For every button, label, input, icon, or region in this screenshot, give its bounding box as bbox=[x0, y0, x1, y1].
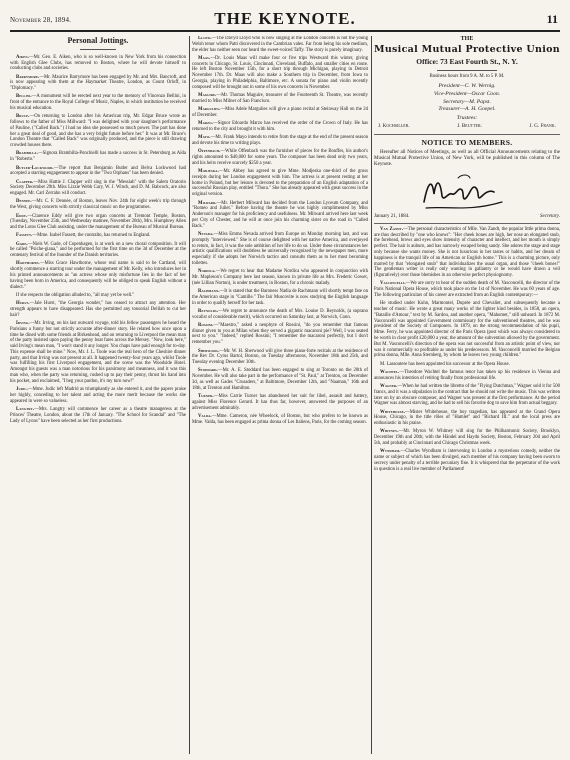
jotting-item bbox=[10, 166, 186, 178]
jotting-item bbox=[10, 233, 186, 239]
union-office: Office: 73 East Fourth St., N. Y. bbox=[416, 56, 518, 66]
jotting-keyword: Butler-Lockwood. bbox=[16, 165, 54, 171]
divider bbox=[374, 223, 560, 224]
jotting-item bbox=[192, 121, 368, 133]
union-the: THE bbox=[460, 36, 474, 42]
jotting-text: —Miss Carrie Turner has abandoned her suit for libel, assault and battery, against Miss Florence Gerard. It has thus far, however, answered the purposes of an advertisement admirably. bbox=[192, 393, 368, 411]
jotting-text: —A monument will be erected next year to the memory of Vincenzo Bellini, in front of the entrance to the Royal College of Music, Naples, in which institution he received his musical education. bbox=[10, 94, 186, 111]
signature-area bbox=[374, 172, 560, 214]
jotting-item bbox=[10, 75, 186, 92]
union-officer: President—C. W. Wernig. bbox=[438, 82, 496, 89]
trustee: J. G. Frank. bbox=[529, 122, 556, 129]
notice-text: Hereafter all Notices of Meetings, as well as all Official Announcements relating to the Musical Mutual Protective Union, of New York, will be published in this column of The Keynote. bbox=[374, 149, 560, 167]
jotting-keyword: Fassett. bbox=[16, 233, 33, 239]
jotting-item bbox=[10, 55, 186, 72]
jottings-list bbox=[10, 55, 186, 425]
jotting-text: —Mr. W. H. Sherwood will give three piano-forte recitals at the residence of the Rev Dr. Cyrus Bartol, Boston, on Tuesday afternoons, November 18th and 25th, and Tuesday evening December 30th. bbox=[192, 348, 368, 366]
jottings-list bbox=[192, 36, 368, 425]
jotting-keyword: Reynolds. bbox=[198, 308, 219, 314]
jotting-item bbox=[10, 293, 186, 299]
jotting-keyword: Modjeska. bbox=[198, 169, 219, 175]
jotting-keyword: Hurst. bbox=[16, 301, 30, 307]
jotting-text: —Mr. Frank Mayo intends to retire from the stage at the end of the present season and devote his time to writing plays. bbox=[192, 135, 368, 146]
trustee: J. Beutter. bbox=[457, 122, 482, 129]
jotting-item bbox=[192, 135, 368, 147]
column-2 bbox=[192, 36, 368, 754]
notice-title: NOTICE TO MEMBERS. bbox=[421, 138, 513, 148]
union-officer: Treasurer—A. H. Goepel. bbox=[438, 106, 496, 113]
jotting-item bbox=[10, 242, 186, 259]
jotting-item bbox=[192, 149, 368, 166]
jotting-text: —Mr. A. E. Stoddard has been engaged to sing at Toronto on the 20th of November. He will also take part in the performance of "St. Paul," at Trenton, on December 3d, as well as Gades "Crusaders," at Baltimore, December 12th, and "Naaman," 16th and 18th, at Trenton and Hamilton. bbox=[192, 368, 368, 391]
jotting-text: If she respects the obligation alluded to, "all may yet be well." bbox=[16, 292, 135, 298]
jotting-keyword: Marzo. bbox=[198, 121, 213, 127]
masthead bbox=[10, 8, 560, 32]
jotting-item bbox=[10, 214, 186, 231]
jotting-item bbox=[192, 232, 368, 267]
jotting-item bbox=[192, 309, 368, 321]
jotting-text: —When he had written the libretto of the "Flying Dutchman," Wagner sold it for 500 francs, and it was a stipulation in the contract that he should not write the music. This was written later on by an obscure composer, and Wagner was present at the first performance. At the period Wagner was almost starving, and he had to sell his favorite dog to save him from actual beggary. bbox=[374, 383, 560, 407]
jotting-text: —Mr. Geo. E. Aiken, who is so well-known in New York from his connection with English Glee Clubs, has removed to Boston, where he will devote himself to conducting clubs and societies. bbox=[10, 54, 186, 72]
jotting-text: —Mr. Herbert Milward has decided from the London Lyceum Company, and "Romeo and Juliet." Before having the theatre he was highly complimented by Miss Anderson's manager for his proficiency and usefulness. Mr. Milward arrived here last week per City of Chester, and he will at once join his charming sister on the road in "Called Back." bbox=[192, 200, 368, 229]
jotting-text: —Mrs. Langtry will commence her career as a theatre manageress at the Princes' Theatre, London, about the 17th of January. "The School for Scandal" and "The Lady of Lyons" have been selected as her first productions. bbox=[10, 406, 186, 424]
jotting-text: —On returning to London after his American trip, Mr. Edgar Bruce wrote as follows to the father of Miss Millward: "I was delighted with your daughter's performance of Pauline, ("Called Back.") I had no idea she possessed so much power. The part has done her a great deal of good, and she has a very bright future before her." It was at Mr. Bruce's London Theatre that "Called Back" was originally produced, and the piece is still drawing crowded houses there. bbox=[10, 114, 186, 149]
jotting-text: —Mr. Abbey has agreed to give Mme. Modjeska one-third of the gross receipts during her London engagement with him. The actress is at present resting at her home in Poland, but her leisure is devoted to the preparation of an English adaptation of a successful Russian play, entitled "Thora." She has already appeared with great success in the original version. bbox=[192, 169, 368, 198]
union-name: Musical Mutual Protective Union bbox=[374, 44, 560, 56]
jotting-keyword: Whitney. bbox=[380, 429, 399, 435]
jotting-text: —Mr. Irving, on his last outward voyage, told his fellow passengers he heard the Parisians a funny but not strictly accurate after-dinner story. He related how once upon a time he dined with some friends at Birkenhead, and on returning to Liverpool the mean man of the party insisted upon paying the penny boat fares across the Mersey. "Now, look here," said Irving's mean man, "I won't stand it any longer. You chaps have paid enough for to-day. This expense shall be mine." Now, Mr. J. L. Toole was the real hero of the Cheshire dinner party, and that Irving was not present at all. It happened twenty-four years ago, whilst Toole was fulfilling his first Liverpool engagement, and the scene was the Woodside Hotel. Amongst his guests was a man notorious for his parsimony and meanness, and it was this man who, when the party was returning, rushed up to pay their penny, thrust his hand into his pocket, and exclaimed, "I beg your pardon, it's my turn now!" bbox=[10, 321, 186, 384]
jotting-text: —Mme. Judic left Madrid as triumphantly as she entered it, and the papers praise her highly, conceding to her talent and acting the more merit because the works she appeared in were so valueless. bbox=[10, 387, 186, 404]
jotting-keyword: Aiken. bbox=[16, 54, 29, 60]
jotting-item bbox=[10, 261, 186, 290]
jotting-text: —The report that Benjamin Butler and Belva Lockwood had accepted a starring engagement to appear in the "Two Orphans" has been denied. bbox=[10, 165, 186, 177]
jotting-keyword: Judic. bbox=[16, 387, 28, 393]
jotting-item bbox=[192, 323, 368, 346]
jotting-text: —It is stated that the Baroness Nadia de Rachmann will shortly tempt fate on the American stage in "Camille." The fair Muscovite is now studying the English language in order to qualify herself for her task. bbox=[192, 288, 368, 306]
jotting-keyword: Milward. bbox=[198, 200, 217, 206]
jotting-item bbox=[192, 368, 368, 391]
jotting-keyword: Bruce. bbox=[16, 114, 30, 120]
jotting-keyword: Offenbach. bbox=[198, 149, 221, 155]
jotting-item bbox=[374, 429, 560, 446]
jotting-keyword: Langtry. bbox=[16, 406, 35, 412]
jotting-text: —Niels W. Gade, of Copenhagen, is at work on a new choral composition. It will be called "Psiche-giana," and be performed for the first time on the 3d of December at the centenary festival of the founder of the Danish territories. bbox=[10, 241, 186, 259]
jotting-keyword: Van Zandt. bbox=[380, 226, 403, 232]
jotting-text: —Miss Emma Nevada arrived from Europe on Monday morning last, and was promptly "interviewed." She is of course delighted with her native America, and overjoyed to return, in fact, it was the sole ambition of her life to do so. Under these circumstances her artistic qualifications will doubtless be universally recognized by the newspaper men, more especially if she adopts her Norwich tactics and consults them as to her most becoming toilettes. bbox=[192, 231, 368, 266]
jotting-item bbox=[10, 387, 186, 404]
jotting-keyword: Nordica. bbox=[198, 269, 216, 275]
jotting-item bbox=[374, 384, 560, 407]
jotting-item bbox=[192, 93, 368, 105]
jotting-text: —Mme. Isabel Fassett, the contralto, has returned to England. bbox=[32, 233, 151, 239]
jotting-text: He studied under Kuhn, Marmontel, Duprée and Chevaliet, and subsequently became a teacher of music. He wrote a great many works of the lighter kind besides, in 1858, an opera, "Bataille d'Amour," text by M. Sardou, and another opera, "Mahomet," still unheard. In 1872 M. Vasconcelli was appointed Government commissary for the subventioned theatres, and he was president of the Society of Composers. In 1879, on the strong recommendation of his pupil, Mme. Ferry, he was appointed director of the Paris Opera (post which was always considered to be worth in clear profit £20,000 a year, the amount of the subvention allowed by the government. But M. Vasconcelli's direction of the opera was not successful from an artistic point of view, nor was it commercially so profitable as under his predecessors. M. Vasconcelli married the Belgian prima donna, Mlle. Anna Sternberg, by whom he leaves two young children." bbox=[374, 301, 560, 359]
secretary-signature bbox=[418, 172, 508, 214]
jotting-keyword: Wyndham. bbox=[380, 449, 401, 455]
jotting-keyword: Barrymore. bbox=[16, 74, 40, 80]
jotting-item bbox=[192, 349, 368, 366]
jotting-item bbox=[374, 362, 560, 368]
jotting-text: —Signora Brambilla-Ponchielli has made a success in St. Petersburg as Aïda in "Roberto." bbox=[10, 151, 186, 163]
column-1 bbox=[10, 36, 186, 754]
issue-date: November 28, 1894. bbox=[10, 16, 72, 24]
jotting-item bbox=[10, 407, 186, 424]
jotting-item bbox=[192, 169, 368, 198]
column-rule-1 bbox=[189, 36, 190, 754]
jotting-keyword: Eddy. bbox=[16, 213, 28, 219]
jotting-keyword: Vasconcelli. bbox=[380, 281, 406, 287]
jotting-keyword: Bellini. bbox=[16, 94, 32, 100]
jotting-text: —We regret to hear that Madame Nordica who appeared in conjunction with Mr. Mapleson's Company here last season, known in private life as Mrs. Frederic Gower, (née Lillian Norton), is under treatment, in Boston, for a chronic malady. bbox=[192, 269, 368, 286]
divider bbox=[437, 70, 497, 71]
union-hours: Business hours from 9 A. M. to 5 P. M. bbox=[429, 74, 505, 80]
jotting-text: —Mr. Maurice Barrymore has been engaged by Mr. and Mrs. Bancroft, and is now appearing with them at the Haymarket Theatre, London, as Count Orloff, in "Diplomacy." bbox=[10, 74, 186, 92]
jotting-keyword: Wagner. bbox=[380, 383, 398, 389]
jotting-text: —"Maestro," asked a neophyte of Rossini, "do you remember that famous dinner given to you at Milan when they served a gigantic macaroni pie? Well, I was seated next to you." "Indeed," replied Rossini; "I remember the macaroni perfectly, but I don't remember you." bbox=[192, 322, 368, 346]
jotting-keyword: Hawthorne. bbox=[16, 261, 40, 267]
jotting-text: —We are sorry to hear of the sudden death of M. Vasconcelli, the director of the Paris National Opera House, which took place on the 1st of November. He was 60 years of age. The following particulars of his career are extracted from an English contemporary:— bbox=[374, 281, 560, 298]
jotting-item bbox=[10, 321, 186, 385]
jotting-text: —Miss Adele Margulies will give a piano recital at Steinway Hall on the 2d of December. bbox=[192, 107, 368, 118]
jotting-text: —Mme. Cameron, née Wheelock, of Boston, but who prefers to be known as Mme. Valda, has been engaged as prima donna of Les Italiens, Paris, for the coming season. bbox=[192, 413, 368, 425]
jotting-keyword: Wachtel. bbox=[380, 369, 400, 375]
publication-title: THE KEYNOTE. bbox=[214, 9, 356, 28]
jotting-text: —Miss Grace Hawthorne, whose real name is said to be Cartland, will shortly commence a starring tour under the management of Mr. Kelly, who introduces her in his printed announcements as "an actress whose only misfortune lies in the fact of her having been born in America, and consequently will be obliged to speak English without a dialect." bbox=[10, 261, 186, 290]
trustees-list bbox=[374, 122, 560, 132]
jotting-text: —The personal characteristics of Mlle. Van Zandt, the popular little prima donna, are thus described by "one who knows": "Her cheek bones are high, her nose an elongated snub, the forehead, brows and eyes show intensity of character and intellect, and her mouth is simply perfect. The hair is auburn, and has narrowly escaped being sandy. She adores the stage and stage only because she wants money. She is not luxurious in her tastes or habits, and her dream of happiness is the tranquil life of an American or English home." This is a charming picture, only marred by that "elongated snub" that individualizes the usual organ, and those "cheek bones!" The gentleman writer is really only wanting in gallantry or he would have drawn a veil (figuratively) over those blemishes in an otherwise perfect physiognomy. bbox=[374, 226, 560, 279]
jotting-item bbox=[10, 114, 186, 149]
jotting-item bbox=[10, 180, 186, 197]
notice-date: January 21, 1884. bbox=[374, 213, 410, 219]
jotting-item bbox=[192, 289, 368, 306]
jottings-list bbox=[374, 227, 560, 472]
jotting-keyword: Turner. bbox=[198, 393, 214, 399]
jotting-keyword: Lloyd. bbox=[198, 36, 212, 41]
jotting-item bbox=[192, 201, 368, 230]
jotting-item bbox=[374, 281, 560, 298]
union-officer: Vice-President—Oscar Coon. bbox=[433, 90, 501, 97]
jotting-keyword: Margulies. bbox=[198, 107, 221, 113]
jotting-keyword: Maas. bbox=[198, 55, 211, 61]
jotting-keyword: Valda. bbox=[198, 413, 212, 419]
jotting-keyword: Whitehouse. bbox=[380, 409, 406, 415]
jotting-text: —While Offenbach was the furnisher of pieces for the Bouffes, his author's rights amounted to $40,000 for some years. The composer has been dead only two years, and his heirs receive scarcely $250 a year. bbox=[192, 149, 368, 166]
secretary-label: Secretary. bbox=[540, 213, 560, 219]
jotting-keyword: Nevada. bbox=[198, 231, 214, 237]
jotting-text: —Mister Whitehouse, the boy tragedian, has appeared at the Grand Opera House, Chicago, in the title rôles of "Hamlet" and "Richard III." and the local press are enthusiastic in his praise. bbox=[374, 409, 560, 427]
signature-footer bbox=[374, 214, 560, 220]
jotting-keyword: Maguire. bbox=[198, 93, 217, 99]
jotting-text: —Miss Hattie J. Clapper will sing in the "Messiah" with the Salem Oratorio Society December 29th. Miss Lizzie Webb Cary, W. J. Winch, and D. M. Babcock, are also engaged. Mr. Carl Zerrahn will conduct. bbox=[10, 179, 186, 197]
divider bbox=[374, 134, 560, 135]
jotting-keyword: Rachmann. bbox=[198, 288, 220, 294]
jotting-text: —Mr. C. F. Dennée, of Boston, leaves Nov. 24th for eight week's trip through the West, giving concerts with strictly classical music on the programmes. bbox=[10, 199, 186, 211]
jotting-item bbox=[374, 370, 560, 382]
jotting-keyword: Mayo. bbox=[198, 135, 211, 141]
page-number: 11 bbox=[546, 12, 558, 26]
jotting-item bbox=[374, 449, 560, 472]
jotting-keyword: Irving. bbox=[16, 321, 30, 326]
jotting-text: —Jale Hurst, "the Georgia wonder," has ceased to attract any attention. Her strength appears to have disappeared. Has she permitted any tonsorial Delilah to cut her hair? bbox=[10, 301, 186, 318]
columns bbox=[10, 36, 560, 754]
jotting-keyword: Stoddard. bbox=[198, 368, 218, 374]
jotting-item bbox=[10, 199, 186, 211]
jotting-text: —The Davyd Lloyd who is now singing at the London concerts is not the young Welsh tenor whom Patti discovered in the Cambrian vales. Far from being his sole medium, the elder has neither seen nor heard the sweet-voiced Taffy. The story is purely imaginary. bbox=[192, 36, 368, 53]
jotting-keyword: Brambilla. bbox=[16, 151, 38, 157]
jotting-item bbox=[192, 107, 368, 119]
jotting-keyword: Dennee. bbox=[16, 199, 32, 205]
jotting-keyword: Clapper. bbox=[16, 179, 34, 185]
jotting-keyword: Sherwood. bbox=[198, 348, 219, 354]
trustees-label: Trustees: bbox=[456, 115, 478, 122]
jotting-text: —Mr. Myron W. Whitney will sing for the Philharmonic Society, Brooklyn, December 19th and 20th; with the Händel and Haydn Society, Boston, February 20d and April 5th, and probably at Cincinnati and Chicago Christmas week. bbox=[374, 429, 560, 446]
jotting-item bbox=[192, 269, 368, 286]
jotting-item bbox=[192, 36, 368, 53]
jotting-item bbox=[374, 301, 560, 359]
jotting-item bbox=[10, 301, 186, 318]
jotting-text: M. Lassoutere has been appointed his successor at the Opera House. bbox=[380, 361, 510, 367]
union-officer: Secretary—M. Papst. bbox=[443, 98, 491, 105]
jotting-text: —Theodore Wachtel the famous tenor has taken up his residence in Vienna and announces his intention of retiring finally from professional life. bbox=[374, 369, 560, 381]
trustee: J. Kochsiller. bbox=[378, 122, 410, 129]
jotting-text: —Dr. Louis Maas will make four or five trips Westward this winter, giving concerts in Chicago, St. Louis, Cincinnati, Cleveland, Buffalo, and smaller cities en route. He left Boston November 15th, for a short trip through Michigan, playing in Detroit November 17th. Dr. Maas will also make a Southern trip in December, from Iowa to Georgia, playing in Philadelphia, Baltimore, etc. A sonata for piano and violin recently composed will be brought out in some of his own concerts in November. bbox=[192, 55, 368, 90]
jotting-item bbox=[192, 394, 368, 411]
jotting-item bbox=[374, 410, 560, 427]
jotting-text: —Clarence Eddy will give two organ concerts at Tremont Temple, Boston, (Tuesday, November 25th, and Wednesday matinee, November 26th), Mrs. Humphrey Allen and the Lotos Glee Club assisting, under the management of the Bureau of Musical Bureau. bbox=[10, 213, 186, 231]
jotting-text: —We regret to announce the death of Mrs. Louise D. Reynolds, (a soprano vocalist of considerable merit), which occurred on Saturday last, at Norwich, Conn. bbox=[192, 308, 368, 320]
column-rule-2 bbox=[371, 36, 372, 754]
column-3 bbox=[374, 36, 560, 754]
section-title: Personal Jottings. bbox=[10, 36, 186, 50]
jotting-item bbox=[10, 151, 186, 163]
jotting-item bbox=[10, 94, 186, 111]
jotting-text: —Signor Edoardo Marzo has received the order of the Crown of Italy. He has returned to the city and brought it with him. bbox=[192, 121, 368, 132]
jotting-keyword: Rossini. bbox=[198, 322, 214, 328]
jotting-item bbox=[192, 414, 368, 426]
jotting-item bbox=[374, 227, 560, 279]
jotting-item bbox=[192, 56, 368, 91]
jotting-text: —Mr. Thomas Maguire, treasurer of the Fourteenth St. Theatre, was recently married to Miss Milner of San Francisco. bbox=[192, 93, 368, 104]
union-advert bbox=[374, 36, 560, 132]
jotting-keyword: Gade. bbox=[16, 241, 28, 247]
jotting-text: —Charles Wyndham is intervening in London a mysterious comedy, neither the name or subject of which has been divulged, each member of his company having been sworn to secrecy under penalty of a terrible pecuniary fine. It is whispered that the perpetrator of the work in question is a real live member of Parliament! bbox=[374, 449, 560, 472]
